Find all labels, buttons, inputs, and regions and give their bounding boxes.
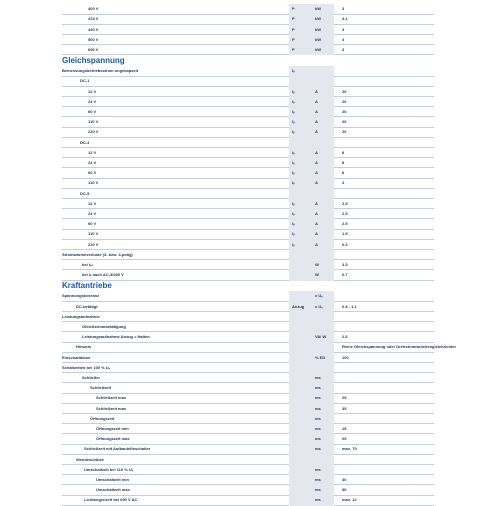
row-label: 415 V (88, 16, 99, 22)
row-unit: ms (315, 497, 321, 503)
row-symbol: P (292, 36, 295, 42)
row-symbol (289, 332, 312, 342)
row-symbol: P (292, 26, 295, 32)
table-row (62, 76, 434, 87)
table-row (62, 24, 434, 35)
row-unit (313, 137, 336, 147)
row-label: Leistungsaufnahme Anzug = Halten (82, 334, 150, 340)
row-value: 4 (342, 180, 345, 186)
row-label: 12 V (88, 149, 97, 155)
row-symbol: Iₑ (292, 129, 295, 135)
row-unit: W (315, 262, 319, 268)
row-symbol (289, 291, 312, 301)
row-symbol (289, 454, 312, 464)
row-unit: A (315, 241, 318, 247)
table-row (62, 117, 434, 128)
row-unit: A (315, 160, 318, 166)
row-unit: A (315, 109, 318, 115)
row-label: 220 V (88, 129, 99, 135)
table-row (62, 199, 434, 210)
row-unit: % ED (315, 354, 326, 360)
row-unit (313, 342, 336, 352)
row-symbol (289, 434, 312, 444)
table-row (62, 270, 434, 281)
table-row (62, 239, 434, 250)
row-value: 35 (342, 405, 347, 411)
table-row (62, 148, 434, 159)
row-label: Hinweis (76, 344, 92, 350)
table-row (62, 137, 434, 148)
row-symbol (289, 250, 312, 260)
row-value: max. 70 (342, 446, 357, 452)
row-value: 3 (342, 36, 345, 42)
table-row (62, 127, 434, 138)
row-value: 20 (342, 119, 347, 125)
row-unit (313, 363, 336, 373)
row-symbol (289, 260, 312, 270)
row-unit: A (315, 129, 318, 135)
row-unit: A (315, 221, 318, 227)
table-row (62, 363, 434, 374)
row-label: 690 V (88, 47, 99, 53)
row-value: 25 (342, 436, 347, 442)
row-label: Öffnungszeit (90, 415, 115, 421)
row-symbol: P (292, 16, 295, 22)
table-row (62, 352, 434, 363)
row-unit: ms (315, 477, 321, 483)
row-label: Einschaltdauer (62, 354, 91, 360)
row-unit: VA/ W (315, 334, 327, 340)
row-label: 220 V (88, 241, 99, 247)
row-label: Lichtbogenzeit bei 690 V AC (84, 497, 138, 503)
row-label: 24 V (88, 160, 97, 166)
row-unit (313, 250, 336, 260)
row-unit: kW (315, 36, 321, 42)
row-unit: ms (315, 446, 321, 452)
row-unit: A (315, 88, 318, 94)
table-row (62, 454, 434, 465)
row-label: Leistungsaufnahme (62, 313, 100, 319)
row-label: Öffnungszeit min (96, 426, 129, 432)
row-value: max. 12 (342, 497, 357, 503)
table-row (62, 209, 434, 220)
row-unit: kW (315, 47, 321, 53)
table-row (62, 97, 434, 108)
row-label: Wendeschütze (76, 456, 104, 462)
row-unit: A (315, 170, 318, 176)
row-unit: x Uₛ (315, 303, 323, 309)
table-row (62, 475, 434, 486)
row-value: 20 (342, 88, 347, 94)
row-symbol: Iₑ (292, 88, 295, 94)
table-row (62, 291, 434, 302)
row-unit: kW (315, 16, 321, 22)
row-value: 40 (342, 477, 347, 483)
row-symbol: Iₑ (292, 68, 295, 74)
row-label: 24 V (88, 211, 97, 217)
row-symbol: Iₑ (292, 119, 295, 125)
table-row (62, 373, 434, 384)
row-value: 3 (342, 26, 345, 32)
row-label: 440 V (88, 26, 99, 32)
row-label: Schließzeit max (96, 405, 127, 411)
row-label: 24 V (88, 98, 97, 104)
row-symbol (289, 424, 312, 434)
row-symbol: Iₑ (292, 221, 295, 227)
row-symbol (289, 137, 312, 147)
row-label: 60 V (88, 109, 97, 115)
row-symbol: Iₑ (292, 170, 295, 176)
table-row (62, 301, 434, 312)
row-label: 12 V (88, 200, 97, 206)
table-row (62, 312, 434, 323)
row-unit: kW (315, 26, 321, 32)
table-row (62, 424, 434, 435)
row-unit: A (315, 98, 318, 104)
table-row (62, 66, 434, 77)
row-unit (313, 188, 336, 198)
table-row (62, 383, 434, 394)
row-unit: A (315, 119, 318, 125)
row-label: 60 V (88, 170, 97, 176)
row-unit: A (315, 211, 318, 217)
table-row (62, 250, 434, 261)
row-symbol (289, 322, 312, 332)
row-symbol (289, 188, 312, 198)
row-label: Schließzeit max (96, 395, 127, 401)
row-value: 3 (342, 6, 345, 12)
row-label: Öffnungszeit max (96, 436, 130, 442)
row-symbol: P (292, 47, 295, 53)
row-symbol (289, 383, 312, 393)
row-symbol: Iₑ (292, 98, 295, 104)
row-unit: A (315, 200, 318, 206)
row-symbol: Anzug (292, 303, 305, 309)
row-label: Stromwärmeverluste (3- bzw. 4-polig) (62, 251, 133, 257)
row-value: 8 (342, 160, 345, 166)
row-symbol (289, 403, 312, 413)
row-value: 15 (342, 426, 347, 432)
row-label: Schaltzeiten bei 100 % Uₛ (62, 364, 111, 370)
row-symbol (289, 312, 312, 322)
row-unit: A (315, 149, 318, 155)
table-row (62, 485, 434, 496)
row-unit (313, 76, 336, 86)
table-row (62, 322, 434, 333)
table-row (62, 168, 434, 179)
row-value: 2.6 (342, 334, 348, 340)
table-row (62, 495, 434, 506)
row-label: bei Iₑ₁ (82, 262, 94, 268)
table-row (62, 14, 434, 25)
row-value: 20 (342, 109, 347, 115)
row-label: Schließer (82, 375, 101, 381)
row-label: Gleichstrombetätigung (82, 324, 126, 330)
row-value: 100 (342, 354, 349, 360)
table-row (62, 188, 434, 199)
row-label: Umschaltzeit max (96, 487, 130, 493)
table-row (62, 332, 434, 343)
table-row (62, 403, 434, 414)
row-unit: ms (315, 405, 321, 411)
row-unit: ms (315, 415, 321, 421)
row-unit: x Uₛ (315, 293, 323, 299)
row-unit: A (315, 231, 318, 237)
row-label: 500 V (88, 36, 99, 42)
row-unit: ms (315, 466, 321, 472)
row-unit: ms (315, 487, 321, 493)
table-row (62, 107, 434, 118)
row-value: 0.7 (342, 272, 348, 278)
row-label: Schließzeit (90, 385, 111, 391)
row-label: 400 V (88, 6, 99, 12)
row-symbol (289, 414, 312, 424)
section-heading: Kraftantriebe (62, 280, 112, 290)
row-label: Umschaltzeit min (96, 477, 129, 483)
row-symbol (289, 352, 312, 362)
row-value: 8 (342, 149, 345, 155)
row-symbol: P (292, 6, 295, 12)
row-label: Spannungstoleranz (62, 293, 100, 299)
table-row (62, 229, 434, 240)
row-symbol: Iₑ (292, 211, 295, 217)
row-value: 3.5 (342, 262, 348, 268)
section-heading: Gleichspannung (62, 55, 125, 65)
row-label: 110 V (88, 180, 99, 186)
row-label: 60 V (88, 221, 97, 227)
row-unit (313, 66, 336, 76)
row-unit: W (315, 272, 319, 278)
row-label: Umschaltzeit bei 110 % Uₛ (84, 466, 134, 472)
row-value: 1.5 (342, 231, 348, 237)
row-symbol: Iₑ (292, 149, 295, 155)
table-row (62, 465, 434, 476)
row-label: 12 V (88, 88, 97, 94)
row-value: 3 (342, 47, 345, 53)
table-row (62, 178, 434, 189)
row-symbol: Iₑ (292, 231, 295, 237)
row-value: 0.3 (342, 241, 348, 247)
row-unit: ms (315, 395, 321, 401)
row-value: 0.8 - 1.1 (342, 303, 357, 309)
row-unit: ms (315, 436, 321, 442)
row-symbol (289, 270, 312, 280)
row-label: 110 V (88, 119, 99, 125)
row-symbol (289, 363, 312, 373)
row-value: 2.5 (342, 211, 348, 217)
row-value: 20 (342, 129, 347, 135)
row-label: DC-3 (80, 139, 90, 145)
row-unit: kW (315, 6, 321, 12)
row-value: 3.1 (342, 16, 348, 22)
table-row (62, 434, 434, 445)
row-value: 50 (342, 487, 347, 493)
row-value: 25 (342, 395, 347, 401)
table-row (62, 86, 434, 97)
row-unit: A (315, 180, 318, 186)
row-label: Bemessungsbetriebsstrom ungekapselt (62, 68, 139, 74)
row-label: DC-5 (80, 190, 90, 196)
row-symbol (289, 465, 312, 475)
row-label: Schließzeit mit Aufbauhilfsschalter (84, 446, 151, 452)
table-row (62, 260, 434, 271)
row-label: DC-1 (80, 78, 90, 84)
row-unit: ms (315, 426, 321, 432)
row-unit: ms (315, 375, 321, 381)
row-label: bei Iₑ nach AC-3/400 V (82, 272, 124, 278)
row-value: 20 (342, 98, 347, 104)
row-symbol: Iₑ (292, 241, 295, 247)
row-symbol: Iₑ (292, 109, 295, 115)
table-row (62, 4, 434, 15)
row-value: 2.5 (342, 200, 348, 206)
row-symbol (289, 76, 312, 86)
row-value: 2.5 (342, 221, 348, 227)
row-symbol: Iₑ (292, 180, 295, 186)
row-value: Reine Gleichspannung oder Drehstrombrückengleichrichter (342, 344, 457, 350)
table-row (62, 444, 434, 455)
row-symbol (289, 393, 312, 403)
row-label: DC-betätigt (76, 303, 98, 309)
row-unit (313, 312, 336, 322)
row-symbol: Iₑ (292, 160, 295, 166)
row-label: 110 V (88, 231, 99, 237)
row-value: 8 (342, 170, 345, 176)
table-row (62, 45, 434, 56)
row-symbol (289, 444, 312, 454)
row-unit (313, 454, 336, 464)
row-unit (313, 322, 336, 332)
table-row (62, 393, 434, 404)
row-symbol (289, 485, 312, 495)
table-row (62, 35, 434, 46)
row-symbol (289, 373, 312, 383)
row-symbol (289, 342, 312, 352)
row-unit: ms (315, 385, 321, 391)
row-symbol: Iₑ (292, 200, 295, 206)
table-row (62, 158, 434, 169)
table-row (62, 414, 434, 425)
table-row (62, 219, 434, 230)
row-symbol (289, 475, 312, 485)
table-row (62, 342, 457, 353)
